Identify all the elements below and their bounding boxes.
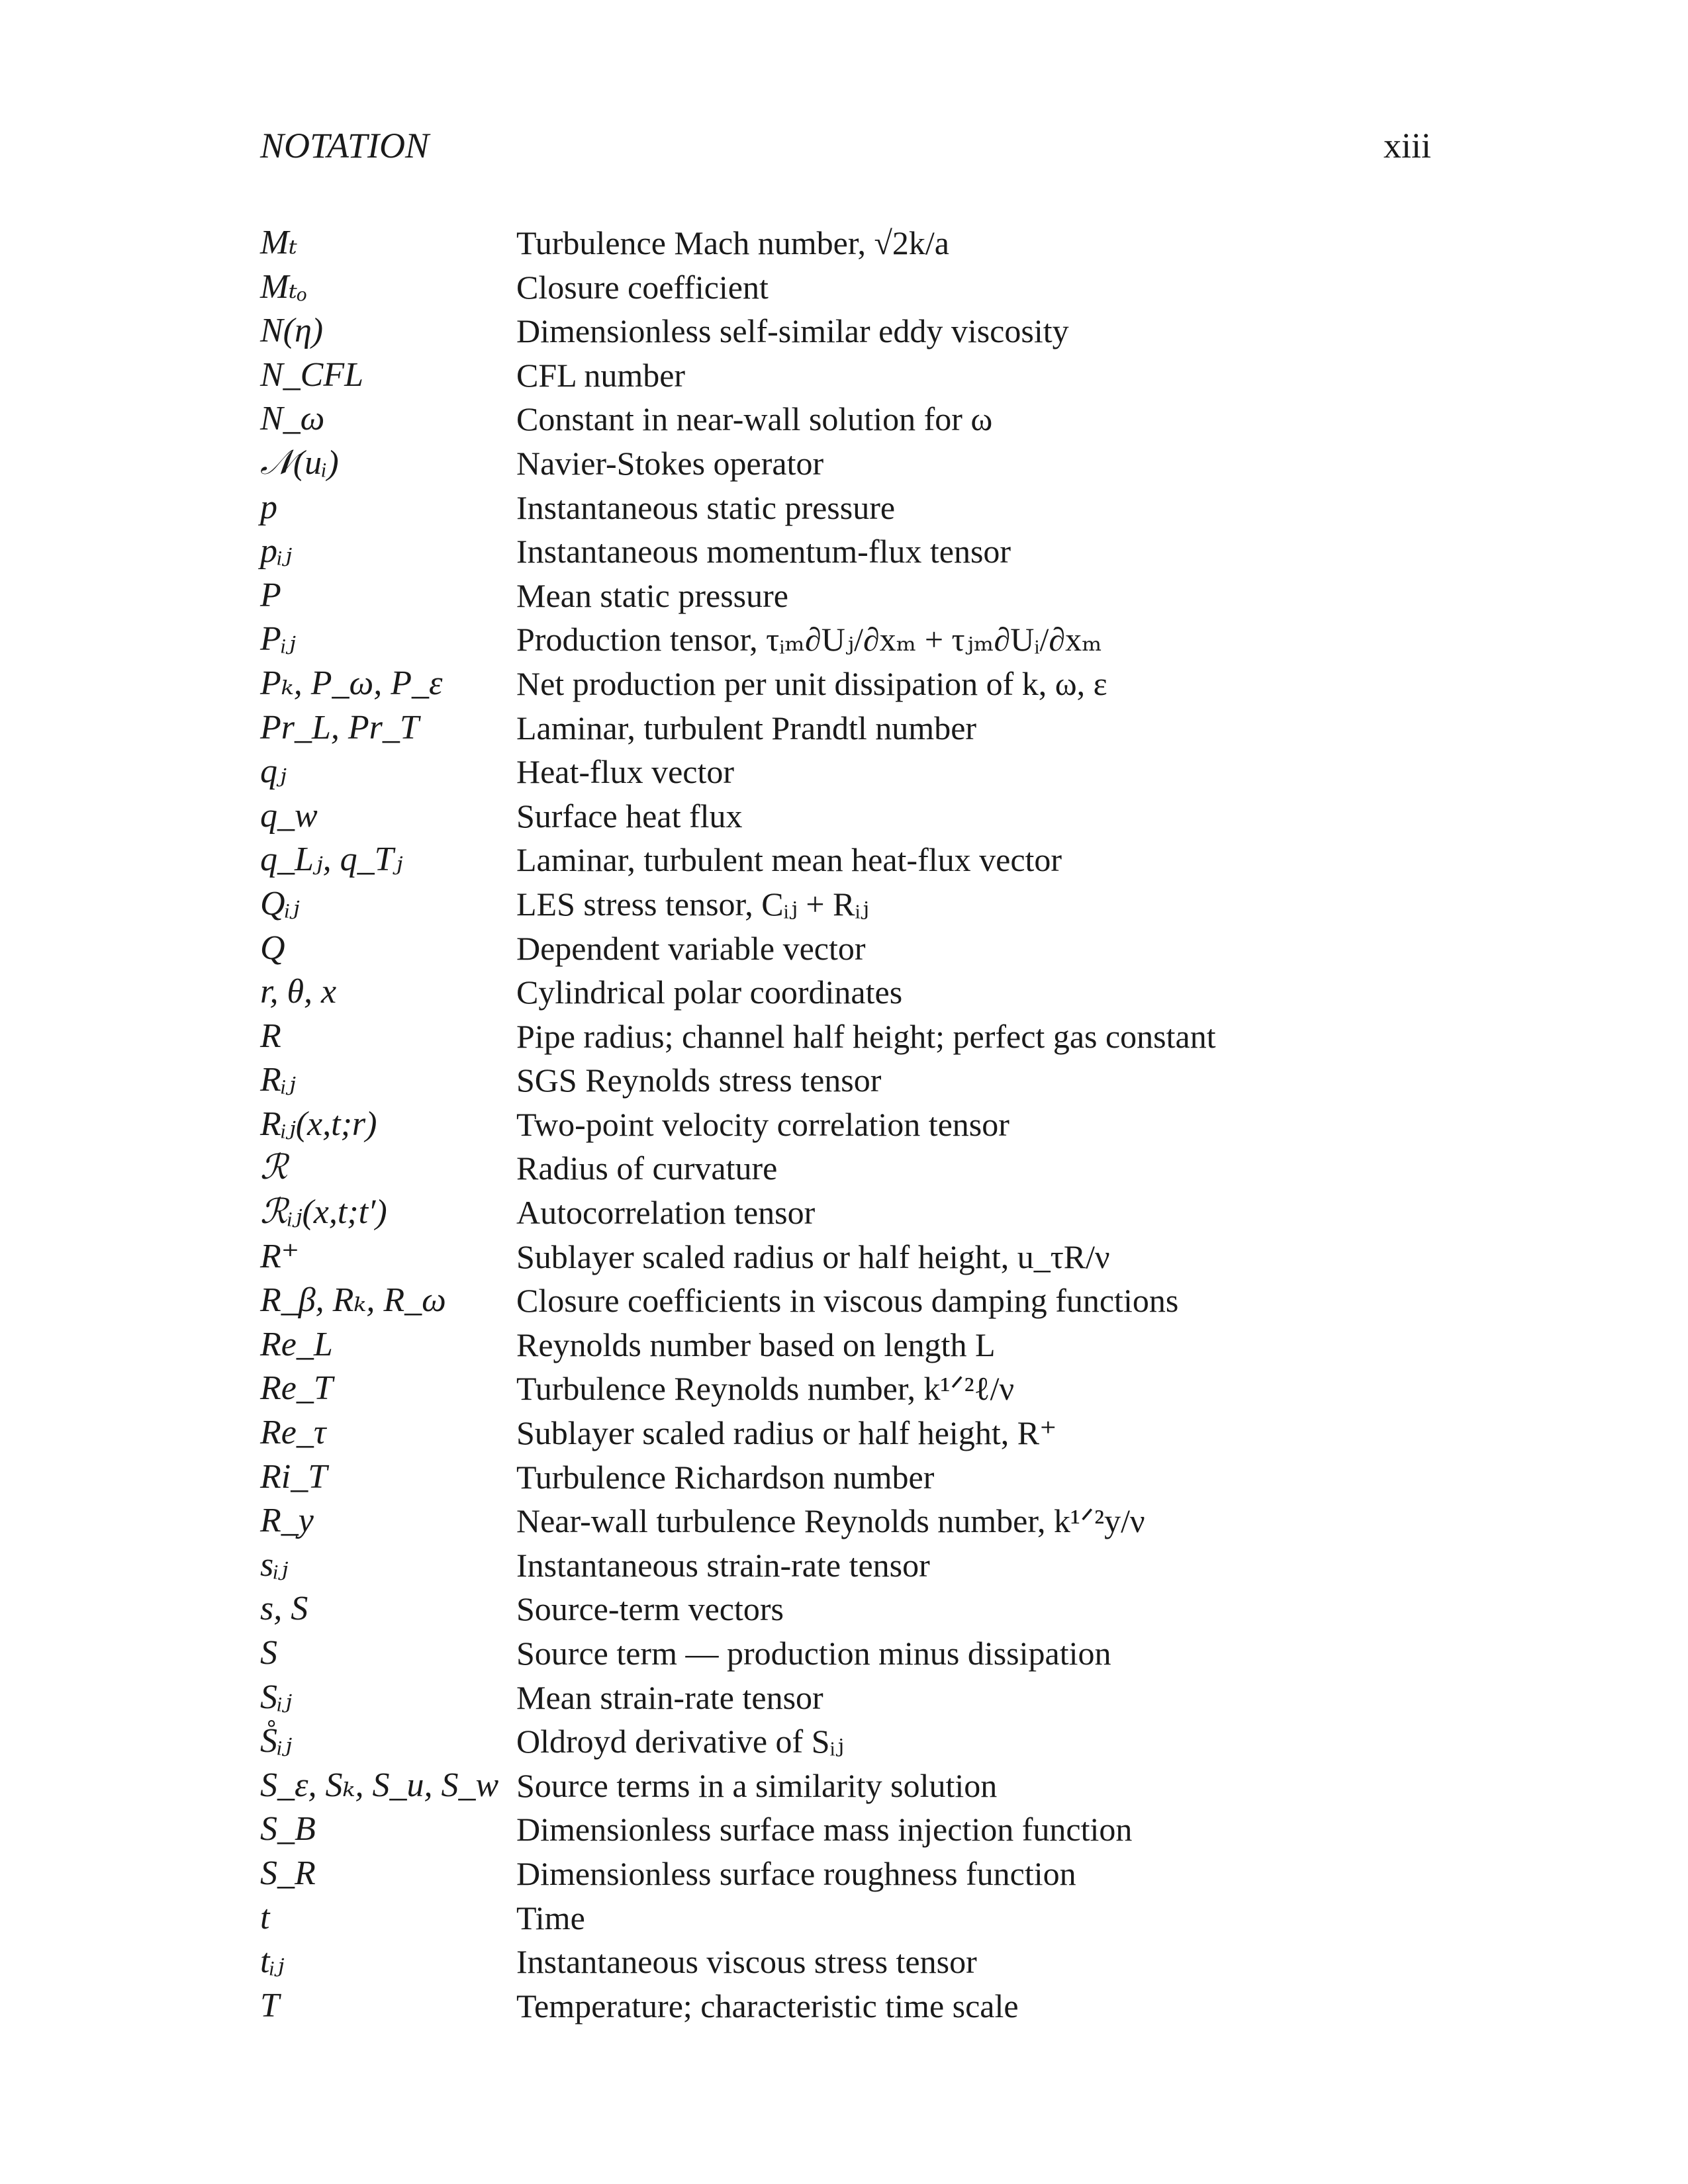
notation-row (0, 1146, 1688, 1191)
notation-symbol: N_CFL (260, 355, 364, 394)
notation-row (0, 617, 1688, 662)
notation-symbol: T (260, 1986, 279, 2025)
notation-symbol: R_y (260, 1502, 314, 1540)
notation-definition: Turbulence Mach number, √2k/a (516, 224, 950, 261)
notation-definition: Near-wall turbulence Reynolds number, k¹ᐟ²y/ν (516, 1502, 1145, 1540)
notation-row (0, 1764, 1688, 1808)
notation-definition: Radius of curvature (516, 1150, 778, 1187)
notation-definition: Instantaneous viscous stress tensor (516, 1943, 977, 1981)
notation-row (0, 1191, 1688, 1235)
notation-definition: Oldroyd derivative of Sᵢⱼ (516, 1723, 844, 1760)
notation-symbol: r, θ, x (260, 973, 337, 1011)
notation-definition: Laminar, turbulent Prandtl number (516, 709, 977, 747)
notation-row (0, 1455, 1688, 1500)
notation-row (0, 529, 1688, 574)
notation-row (0, 1235, 1688, 1279)
notation-row (0, 1896, 1688, 1940)
notation-definition: Instantaneous strain-rate tensor (516, 1546, 930, 1584)
notation-row (0, 1940, 1688, 1984)
notation-symbol: Pᵢⱼ (260, 620, 296, 659)
notation-row (0, 927, 1688, 971)
notation-symbol: q_w (260, 796, 318, 835)
notation-symbol: ℛ (260, 1149, 288, 1187)
notation-definition: Production tensor, τᵢₘ∂Uⱼ/∂xₘ + τⱼₘ∂Uᵢ/∂xₘ (516, 621, 1102, 659)
notation-row (0, 1103, 1688, 1147)
notation-definition: CFL number (516, 356, 686, 394)
notation-definition: Source-term vectors (516, 1590, 784, 1628)
notation-definition: Time (516, 1899, 585, 1936)
notation-symbol: Mₜₒ (260, 267, 307, 306)
notation-definition: Reynolds number based on length L (516, 1326, 996, 1363)
notation-row (0, 1058, 1688, 1103)
notation-definition: LES stress tensor, Cᵢⱼ + Rᵢⱼ (516, 885, 869, 923)
notation-definition: Instantaneous static pressure (516, 488, 896, 526)
notation-row (0, 1323, 1688, 1367)
notation-row (0, 662, 1688, 706)
notation-symbol: N_ω (260, 400, 325, 438)
notation-row (0, 1807, 1688, 1852)
notation-symbol: Rᵢⱼ(x,t;r) (260, 1105, 377, 1143)
notation-definition: Pipe radius; channel half height; perfect gas constant (516, 1017, 1216, 1055)
notation-row (0, 1676, 1688, 1720)
notation-row (0, 397, 1688, 441)
notation-definition: Cylindrical polar coordinates (516, 974, 903, 1011)
notation-row (0, 1587, 1688, 1631)
notation-row (0, 1719, 1688, 1764)
notation-row (0, 794, 1688, 839)
notation-definition: Laminar, turbulent mean heat-flux vector (516, 841, 1062, 879)
notation-symbol: pᵢⱼ (260, 532, 292, 570)
notation-row (0, 882, 1688, 927)
notation-symbol: R⁺ (260, 1237, 300, 1275)
notation-symbol: Q (260, 929, 285, 967)
notation-symbol: S_B (260, 1810, 316, 1848)
notation-symbol: p (260, 488, 277, 526)
notation-row (0, 486, 1688, 530)
notation-definition: Two-point velocity correlation tensor (516, 1105, 1009, 1143)
notation-row (0, 1852, 1688, 1896)
notation-symbol: S̊ᵢⱼ (260, 1722, 292, 1760)
notation-symbol: sᵢⱼ (260, 1545, 289, 1584)
notation-symbol: ℛᵢⱼ(x,t;t′) (260, 1193, 387, 1232)
notation-symbol: qⱼ (260, 752, 287, 791)
page-number: xiii (1383, 126, 1432, 165)
notation-symbol: R_β, Rₖ, R_ω (260, 1281, 446, 1320)
notation-symbol: S (260, 1634, 277, 1672)
notation-definition: Heat-flux vector (516, 753, 735, 791)
notation-row (0, 706, 1688, 751)
notation-row (0, 1543, 1688, 1588)
notation-definition: Sublayer scaled radius or half height, u_τR/ν (516, 1238, 1110, 1275)
notation-definition: Dependent variable vector (516, 929, 866, 967)
notation-definition: Closure coefficient (516, 268, 769, 306)
notation-definition: Turbulence Richardson number (516, 1458, 935, 1496)
notation-definition: Net production per unit dissipation of k, ω, ε (516, 664, 1107, 702)
notation-symbol: N(η) (260, 312, 324, 350)
notation-row (0, 574, 1688, 618)
notation-definition: Mean static pressure (516, 576, 788, 614)
notation-definition: Source terms in a similarity solution (516, 1766, 998, 1804)
notation-symbol: 𝒩(uᵢ) (260, 443, 339, 482)
notation-symbol: R (260, 1017, 281, 1055)
notation-row (0, 221, 1688, 265)
notation-row (0, 265, 1688, 310)
notation-row (0, 750, 1688, 794)
notation-row (0, 353, 1688, 398)
notation-definition: Turbulence Reynolds number, k¹ᐟ²ℓ/ν (516, 1370, 1015, 1408)
notation-definition: Dimensionless surface mass injection function (516, 1811, 1133, 1848)
notation-symbol: Qᵢⱼ (260, 884, 300, 923)
notation-definition: Navier-Stokes operator (516, 444, 824, 482)
notation-definition: Closure coefficients in viscous damping functions (516, 1282, 1179, 1320)
notation-definition: SGS Reynolds stress tensor (516, 1062, 882, 1099)
notation-definition: Source term — production minus dissipation (516, 1635, 1111, 1672)
notation-definition: Sublayer scaled radius or half height, R⁺ (516, 1414, 1057, 1452)
notation-symbol: tᵢⱼ (260, 1942, 285, 1981)
notation-row (0, 970, 1688, 1015)
notation-symbol: s, S (260, 1590, 308, 1628)
notation-symbol: S_ε, Sₖ, S_u, S_w (260, 1766, 499, 1804)
notation-definition: Temperature; characteristic time scale (516, 1987, 1019, 2025)
notation-row (0, 1367, 1688, 1411)
notation-symbol: Ri_T (260, 1457, 328, 1496)
notation-symbol: Re_τ (260, 1414, 326, 1452)
notation-row (0, 1631, 1688, 1676)
notation-row (0, 1499, 1688, 1543)
notation-symbol: P (260, 576, 281, 614)
notation-symbol: Pₖ, P_ω, P_ε (260, 664, 443, 702)
notation-row (0, 1411, 1688, 1455)
notation-definition: Dimensionless self-similar eddy viscosity (516, 312, 1069, 350)
notation-symbol: Sᵢⱼ (260, 1678, 292, 1716)
notation-definition: Instantaneous momentum-flux tensor (516, 533, 1011, 570)
notation-definition: Mean strain-rate tensor (516, 1678, 823, 1716)
running-head-title: NOTATION (260, 126, 430, 165)
notation-row (0, 838, 1688, 882)
notation-definition: Dimensionless surface roughness function (516, 1854, 1076, 1892)
notation-symbol: Pr_L, Pr_T (260, 708, 419, 747)
notation-symbol: Rᵢⱼ (260, 1061, 296, 1099)
notation-list (0, 221, 1688, 2028)
notation-row (0, 1015, 1688, 1059)
notation-symbol: S_R (260, 1854, 316, 1892)
notation-symbol: Re_T (260, 1369, 333, 1408)
notation-row (0, 1984, 1688, 2028)
notation-definition: Autocorrelation tensor (516, 1194, 816, 1232)
notation-definition: Constant in near-wall solution for ω (516, 400, 993, 438)
notation-symbol: Mₜ (260, 224, 298, 261)
notation-definition: Surface heat flux (516, 797, 743, 835)
notation-row (0, 309, 1688, 353)
notation-row (0, 1279, 1688, 1323)
notation-symbol: q_Lⱼ, q_Tⱼ (260, 841, 403, 879)
notation-symbol: t (260, 1898, 270, 1936)
notation-symbol: Re_L (260, 1325, 333, 1363)
notation-row (0, 441, 1688, 486)
